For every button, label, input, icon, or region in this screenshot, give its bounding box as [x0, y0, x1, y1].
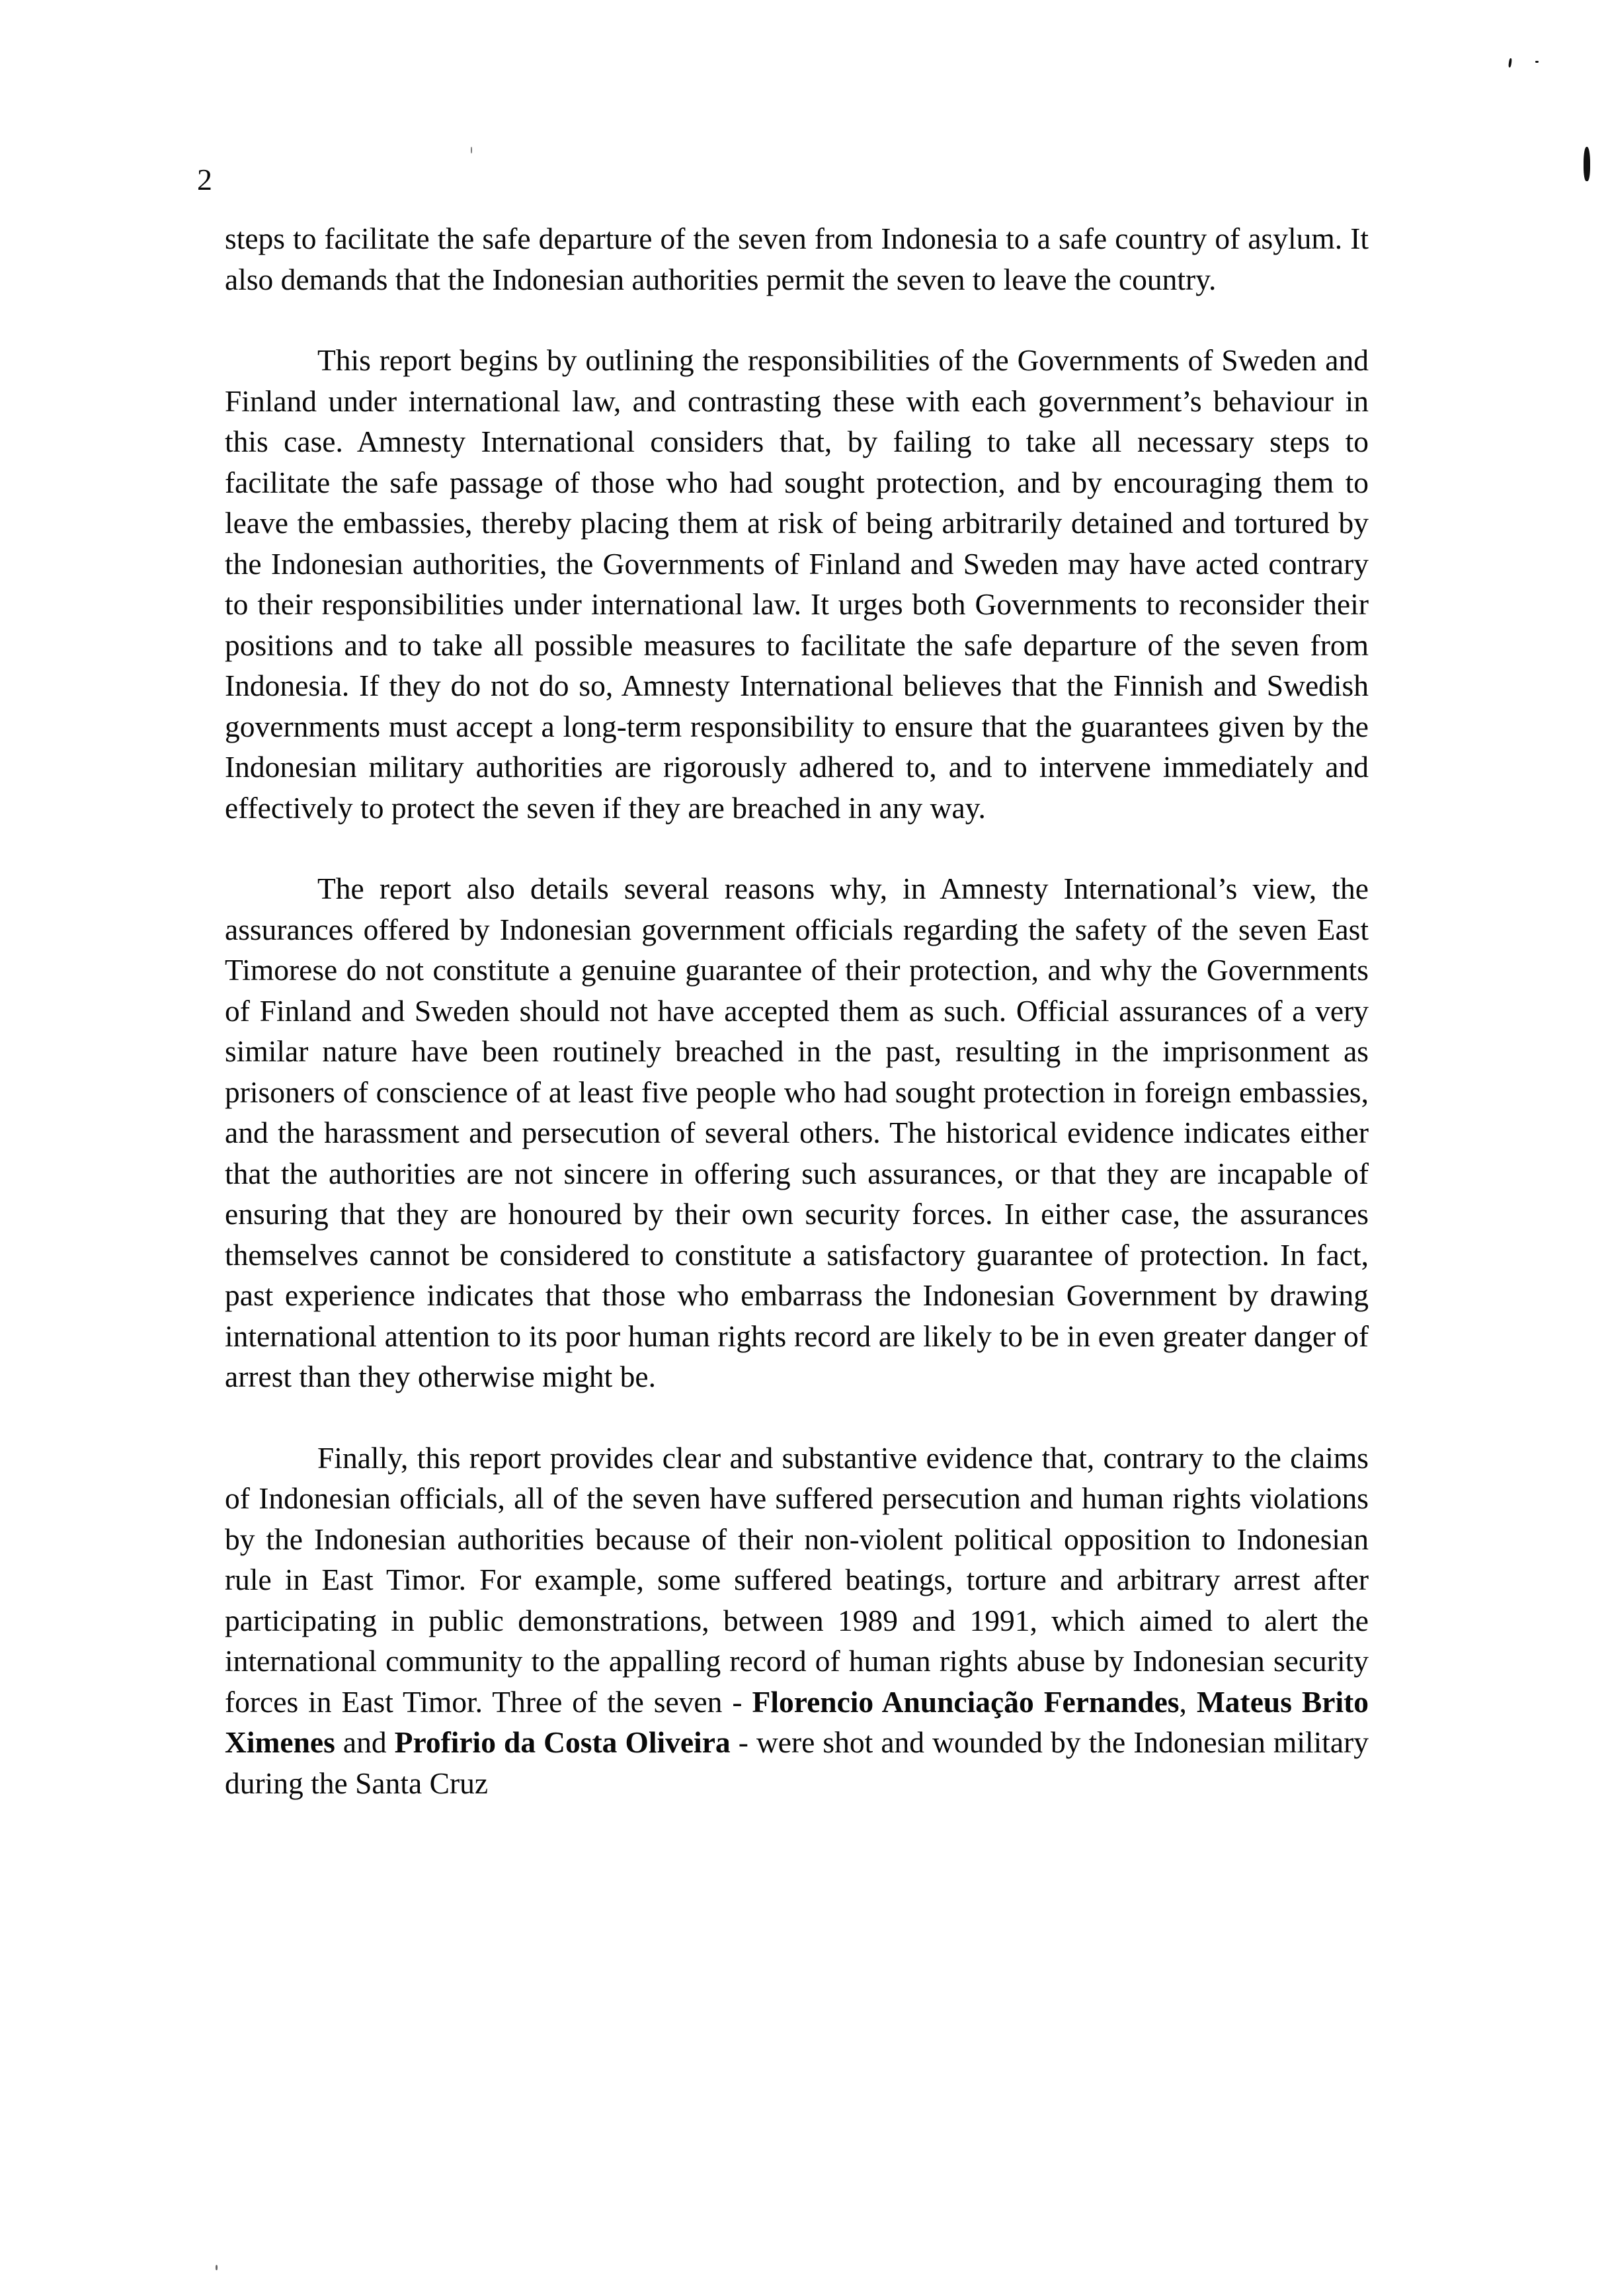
- paragraph-text: and: [335, 1725, 395, 1759]
- person-name: Florencio Anunciação Fernandes: [752, 1684, 1180, 1719]
- paragraph-text: - were shot and wounded by the Indonesian military during the Santa Cruz: [225, 1725, 1369, 1800]
- paragraph-text: The report also details several reasons why, in Amnesty International’s view, the assurances offered by Indonesian government officials regarding the safety of the seven East Timorese do not constitute a genuine guarantee of their protection, and why the Governments of Finland and Sweden should not have accepted them as such. Official assurances of a very similar nature have been routinely breached in the past, resulting in the imprisonment as prisoners of conscience of at least five people who had sought protection in foreign embassies, and the harassment and persecution of several others. The historical evidence indicates either that the authorities are not sincere in offering such assurances, or that they are incapable of ensuring that they are honoured by their own security forces. In either case, the assurances themselves cannot be considered to constitute a satisfactory guarantee of protection. In fact, past experience indicates that those who embarrass the Indonesian Government by drawing international attention to its poor human rights record are likely to be in even greater danger of arrest than they otherwise might be.: [225, 872, 1369, 1393]
- paragraph-1: [225, 218, 1369, 300]
- person-name: Profirio da Costa Oliveira: [394, 1725, 731, 1759]
- paragraph-text: This report begins by outlining the responsibilities of the Governments of Sweden and Finland under international law, and contrasting these with each government’s behaviour in this case. Amnesty International considers that, by failing to take all necessary steps to facilitate the safe passage of those who had sought protection, and by encouraging them to leave the embassies, thereby placing them at risk of being arbitrarily detained and tortured by the Indonesian authorities, the Governments of Finland and Sweden may have acted contrary to their responsibilities under international law. It urges both Governments to reconsider their positions and to take all possible measures to facilitate the safe departure of the seven from Indonesia. If they do not do so, Amnesty International believes that the Finnish and Swedish governments must accept a long-term responsibility to ensure that the guarantees given by the Indonesian military authorities are rigorously adhered to, and to intervene immediately and effectively to protect the seven if they are breached in any way.: [225, 343, 1369, 825]
- scan-artifact: [216, 2265, 218, 2270]
- paragraph-2: [225, 340, 1369, 828]
- paragraph-4: [225, 1438, 1369, 1804]
- body-text: [225, 218, 1369, 1844]
- scan-artifact: [471, 147, 472, 153]
- paragraph-3: [225, 868, 1369, 1397]
- paragraph-text: steps to facilitate the safe departure of the seven from Indonesia to a safe country of asylum. It also demands that the Indonesian authorities permit the seven to leave the country.: [225, 222, 1369, 296]
- person-name: Mateus Brito Ximenes: [225, 1684, 1369, 1759]
- paragraph-text: ,: [1179, 1684, 1197, 1719]
- scan-artifact: [1584, 147, 1590, 181]
- scan-artifact: [1535, 61, 1539, 63]
- scan-artifact: [1508, 58, 1512, 67]
- page-number: 2: [197, 163, 212, 196]
- paragraph-text: Finally, this report provides clear and substantive evidence that, contrary to the claims of Indonesian officials, all of the seven have suffered persecution and human rights violations by the Indonesian authorities because of their non-violent political opposition to Indonesian rule in East Timor. For example, some suffered beatings, torture and arbitrary arrest after participating in public demonstrations, between 1989 and 1991, which aimed to alert the international community to the appalling record of human rights abuse by Indonesian security forces in East Timor. Three of the seven -: [225, 1440, 1369, 1719]
